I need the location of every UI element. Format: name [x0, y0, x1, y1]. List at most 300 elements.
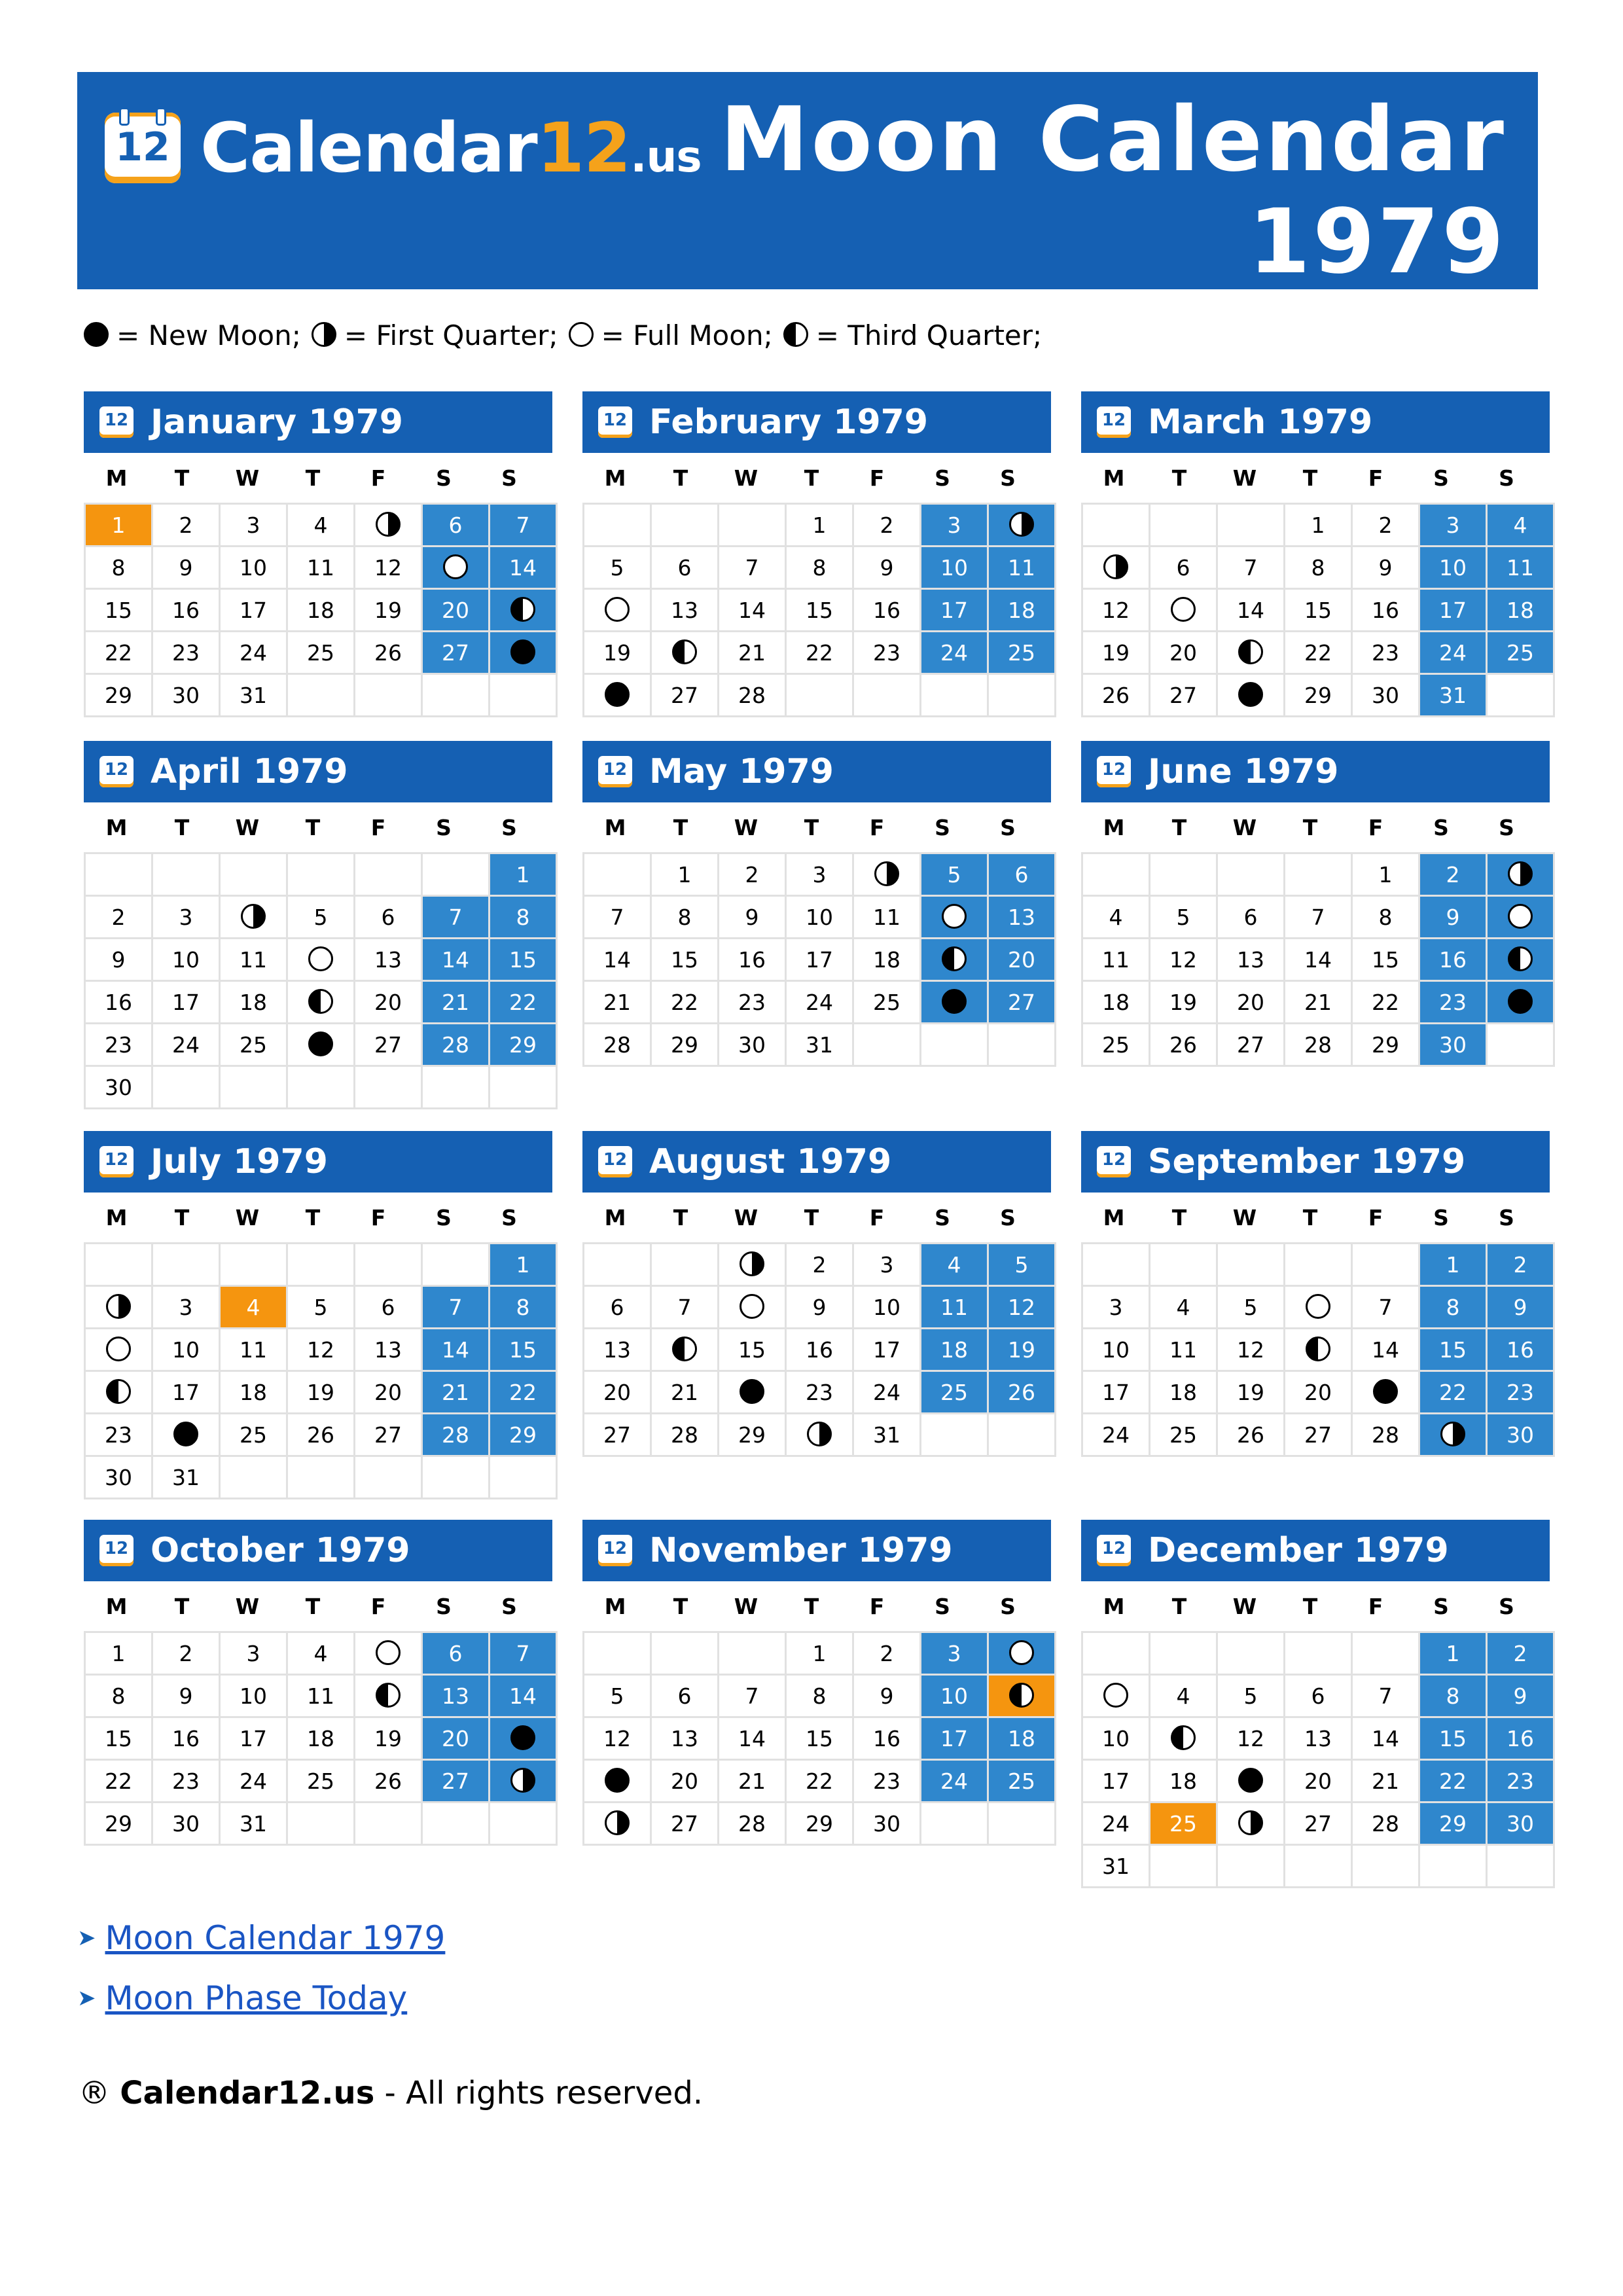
day-cell[interactable]: 7 — [1352, 1286, 1419, 1329]
day-cell[interactable]: 26 — [355, 632, 422, 674]
day-cell[interactable]: 18 — [988, 589, 1056, 632]
day-cell[interactable]: 9 — [1487, 1675, 1554, 1717]
day-cell[interactable]: 15 — [651, 939, 719, 981]
day-cell[interactable] — [355, 1632, 422, 1675]
day-cell[interactable]: 7 — [490, 1632, 557, 1675]
day-cell[interactable]: 22 — [85, 632, 152, 674]
day-cell[interactable] — [1487, 939, 1554, 981]
day-cell[interactable]: 7 — [422, 896, 490, 939]
day-cell[interactable]: 19 — [355, 589, 422, 632]
day-cell[interactable] — [490, 1717, 557, 1760]
day-cell[interactable]: 18 — [287, 1717, 355, 1760]
day-cell[interactable] — [1217, 674, 1285, 717]
day-cell[interactable]: 31 — [786, 1024, 853, 1066]
day-cell[interactable]: 28 — [719, 1803, 786, 1845]
day-cell[interactable]: 20 — [651, 1760, 719, 1803]
day-cell[interactable]: 20 — [988, 939, 1056, 981]
day-cell[interactable]: 19 — [355, 1717, 422, 1760]
day-cell[interactable]: 24 — [1082, 1414, 1150, 1456]
day-cell[interactable] — [1082, 1675, 1150, 1717]
day-cell[interactable]: 10 — [152, 1329, 220, 1371]
day-cell[interactable]: 5 — [584, 547, 651, 589]
day-cell[interactable]: 24 — [921, 1760, 988, 1803]
day-cell[interactable]: 7 — [490, 504, 557, 547]
day-cell[interactable]: 2 — [719, 853, 786, 896]
day-cell[interactable]: 6 — [651, 1675, 719, 1717]
day-cell[interactable] — [1352, 1371, 1419, 1414]
day-cell[interactable]: 29 — [85, 674, 152, 717]
day-cell[interactable]: 18 — [853, 939, 921, 981]
day-cell[interactable] — [422, 547, 490, 589]
day-cell[interactable]: 14 — [490, 1675, 557, 1717]
day-cell[interactable]: 30 — [152, 674, 220, 717]
day-cell[interactable]: 10 — [220, 547, 287, 589]
day-cell[interactable]: 2 — [786, 1244, 853, 1286]
day-cell[interactable]: 31 — [220, 674, 287, 717]
day-cell[interactable]: 22 — [786, 632, 853, 674]
day-cell[interactable]: 8 — [1419, 1675, 1487, 1717]
day-cell[interactable]: 31 — [853, 1414, 921, 1456]
day-cell[interactable] — [921, 981, 988, 1024]
day-cell[interactable]: 10 — [853, 1286, 921, 1329]
day-cell[interactable]: 1 — [490, 1244, 557, 1286]
day-cell[interactable]: 29 — [1419, 1803, 1487, 1845]
day-cell[interactable] — [490, 632, 557, 674]
day-cell[interactable]: 20 — [1217, 981, 1285, 1024]
day-cell[interactable]: 8 — [490, 1286, 557, 1329]
day-cell[interactable]: 9 — [786, 1286, 853, 1329]
day-cell[interactable]: 5 — [1150, 896, 1217, 939]
day-cell[interactable]: 16 — [1352, 589, 1419, 632]
day-cell[interactable] — [988, 1675, 1056, 1717]
day-cell[interactable] — [584, 589, 651, 632]
day-cell[interactable]: 27 — [422, 1760, 490, 1803]
day-cell[interactable]: 5 — [287, 1286, 355, 1329]
day-cell[interactable]: 11 — [287, 547, 355, 589]
day-cell[interactable]: 5 — [988, 1244, 1056, 1286]
day-cell[interactable] — [490, 589, 557, 632]
day-cell[interactable] — [1217, 1760, 1285, 1803]
day-cell[interactable]: 10 — [921, 1675, 988, 1717]
day-cell[interactable]: 25 — [988, 1760, 1056, 1803]
day-cell[interactable]: 9 — [719, 896, 786, 939]
day-cell[interactable]: 19 — [1217, 1371, 1285, 1414]
day-cell[interactable]: 11 — [853, 896, 921, 939]
day-cell[interactable]: 27 — [584, 1414, 651, 1456]
day-cell[interactable]: 28 — [422, 1024, 490, 1066]
day-cell[interactable]: 4 — [921, 1244, 988, 1286]
day-cell[interactable]: 30 — [152, 1803, 220, 1845]
day-cell[interactable]: 20 — [422, 589, 490, 632]
day-cell[interactable]: 2 — [1352, 504, 1419, 547]
day-cell[interactable]: 1 — [651, 853, 719, 896]
day-cell[interactable] — [1082, 547, 1150, 589]
day-cell[interactable] — [85, 1371, 152, 1414]
day-cell[interactable] — [719, 1286, 786, 1329]
day-cell[interactable]: 17 — [853, 1329, 921, 1371]
day-cell[interactable]: 23 — [1487, 1760, 1554, 1803]
day-cell[interactable]: 18 — [220, 1371, 287, 1414]
day-cell[interactable]: 5 — [1217, 1286, 1285, 1329]
day-cell[interactable]: 2 — [152, 504, 220, 547]
day-cell[interactable]: 30 — [1352, 674, 1419, 717]
day-cell[interactable]: 19 — [1082, 632, 1150, 674]
day-cell[interactable]: 7 — [1352, 1675, 1419, 1717]
day-cell[interactable]: 8 — [85, 547, 152, 589]
day-cell[interactable]: 13 — [584, 1329, 651, 1371]
day-cell[interactable]: 26 — [988, 1371, 1056, 1414]
day-cell[interactable]: 26 — [355, 1760, 422, 1803]
day-cell[interactable]: 15 — [786, 1717, 853, 1760]
day-cell[interactable]: 1 — [490, 853, 557, 896]
day-cell[interactable]: 23 — [719, 981, 786, 1024]
day-cell[interactable]: 25 — [1487, 632, 1554, 674]
day-cell[interactable]: 16 — [85, 981, 152, 1024]
day-cell[interactable] — [1487, 853, 1554, 896]
day-cell[interactable]: 31 — [220, 1803, 287, 1845]
day-cell[interactable]: 15 — [490, 939, 557, 981]
day-cell[interactable]: 5 — [921, 853, 988, 896]
day-cell[interactable]: 13 — [1217, 939, 1285, 981]
day-cell[interactable] — [1285, 1286, 1352, 1329]
day-cell[interactable]: 9 — [85, 939, 152, 981]
day-cell[interactable]: 30 — [1487, 1803, 1554, 1845]
day-cell[interactable]: 21 — [719, 632, 786, 674]
day-cell[interactable]: 12 — [1217, 1717, 1285, 1760]
day-cell[interactable]: 3 — [1419, 504, 1487, 547]
day-cell[interactable]: 2 — [85, 896, 152, 939]
day-cell[interactable]: 3 — [921, 504, 988, 547]
day-cell[interactable]: 4 — [287, 1632, 355, 1675]
day-cell[interactable]: 28 — [1352, 1414, 1419, 1456]
day-cell[interactable]: 1 — [1419, 1632, 1487, 1675]
day-cell[interactable]: 23 — [1352, 632, 1419, 674]
day-cell[interactable]: 27 — [1285, 1414, 1352, 1456]
day-cell[interactable]: 9 — [152, 1675, 220, 1717]
day-cell[interactable]: 7 — [651, 1286, 719, 1329]
day-cell[interactable]: 18 — [988, 1717, 1056, 1760]
day-cell[interactable]: 24 — [1419, 632, 1487, 674]
day-cell[interactable]: 10 — [1419, 547, 1487, 589]
day-cell[interactable]: 21 — [651, 1371, 719, 1414]
day-cell[interactable] — [786, 1414, 853, 1456]
day-cell[interactable]: 1 — [1352, 853, 1419, 896]
day-cell[interactable]: 14 — [1352, 1717, 1419, 1760]
day-cell[interactable]: 20 — [355, 1371, 422, 1414]
day-cell[interactable]: 25 — [1150, 1803, 1217, 1845]
day-cell[interactable]: 23 — [85, 1414, 152, 1456]
day-cell[interactable]: 31 — [1082, 1845, 1150, 1888]
day-cell[interactable]: 29 — [1352, 1024, 1419, 1066]
day-cell[interactable]: 20 — [355, 981, 422, 1024]
day-cell[interactable]: 17 — [220, 1717, 287, 1760]
day-cell[interactable]: 30 — [1487, 1414, 1554, 1456]
day-cell[interactable]: 8 — [1419, 1286, 1487, 1329]
day-cell[interactable]: 26 — [1082, 674, 1150, 717]
day-cell[interactable] — [584, 1760, 651, 1803]
day-cell[interactable]: 2 — [853, 1632, 921, 1675]
day-cell[interactable]: 9 — [1419, 896, 1487, 939]
day-cell[interactable] — [85, 1329, 152, 1371]
day-cell[interactable]: 18 — [1082, 981, 1150, 1024]
day-cell[interactable]: 27 — [651, 674, 719, 717]
day-cell[interactable] — [1487, 896, 1554, 939]
day-cell[interactable]: 15 — [719, 1329, 786, 1371]
day-cell[interactable]: 10 — [786, 896, 853, 939]
day-cell[interactable]: 3 — [220, 1632, 287, 1675]
day-cell[interactable]: 28 — [719, 674, 786, 717]
day-cell[interactable]: 23 — [152, 632, 220, 674]
day-cell[interactable]: 5 — [584, 1675, 651, 1717]
day-cell[interactable]: 28 — [651, 1414, 719, 1456]
site-logo[interactable] — [105, 110, 702, 186]
day-cell[interactable]: 8 — [1285, 547, 1352, 589]
day-cell[interactable]: 16 — [1419, 939, 1487, 981]
day-cell[interactable]: 27 — [1217, 1024, 1285, 1066]
day-cell[interactable]: 22 — [1352, 981, 1419, 1024]
day-cell[interactable]: 25 — [220, 1024, 287, 1066]
day-cell[interactable]: 11 — [220, 939, 287, 981]
day-cell[interactable]: 24 — [1082, 1803, 1150, 1845]
day-cell[interactable]: 25 — [220, 1414, 287, 1456]
day-cell[interactable]: 21 — [1352, 1760, 1419, 1803]
day-cell[interactable]: 25 — [287, 632, 355, 674]
day-cell[interactable]: 11 — [921, 1286, 988, 1329]
day-cell[interactable] — [651, 632, 719, 674]
moon-calendar-link[interactable]: Moon Calendar 1979 — [105, 1919, 446, 1957]
day-cell[interactable]: 31 — [152, 1456, 220, 1499]
day-cell[interactable] — [1419, 1414, 1487, 1456]
day-cell[interactable]: 30 — [85, 1456, 152, 1499]
day-cell[interactable]: 24 — [220, 632, 287, 674]
day-cell[interactable] — [921, 939, 988, 981]
day-cell[interactable] — [287, 1024, 355, 1066]
day-cell[interactable]: 16 — [853, 589, 921, 632]
day-cell[interactable]: 11 — [1150, 1329, 1217, 1371]
day-cell[interactable]: 18 — [220, 981, 287, 1024]
day-cell[interactable]: 17 — [921, 589, 988, 632]
day-cell[interactable]: 8 — [786, 1675, 853, 1717]
day-cell[interactable]: 22 — [786, 1760, 853, 1803]
day-cell[interactable]: 27 — [422, 632, 490, 674]
day-cell[interactable]: 26 — [287, 1414, 355, 1456]
day-cell[interactable]: 1 — [1419, 1244, 1487, 1286]
day-cell[interactable] — [719, 1371, 786, 1414]
day-cell[interactable] — [490, 1760, 557, 1803]
day-cell[interactable]: 24 — [786, 981, 853, 1024]
day-cell[interactable]: 16 — [1487, 1717, 1554, 1760]
day-cell[interactable]: 19 — [1150, 981, 1217, 1024]
day-cell[interactable]: 19 — [988, 1329, 1056, 1371]
day-cell[interactable]: 12 — [1217, 1329, 1285, 1371]
day-cell[interactable]: 13 — [422, 1675, 490, 1717]
day-cell[interactable]: 24 — [220, 1760, 287, 1803]
day-cell[interactable]: 18 — [1487, 589, 1554, 632]
day-cell[interactable]: 3 — [152, 1286, 220, 1329]
day-cell[interactable]: 16 — [152, 589, 220, 632]
day-cell[interactable]: 10 — [220, 1675, 287, 1717]
day-cell[interactable]: 3 — [1082, 1286, 1150, 1329]
day-cell[interactable]: 29 — [490, 1414, 557, 1456]
day-cell[interactable]: 21 — [584, 981, 651, 1024]
day-cell[interactable]: 20 — [1285, 1371, 1352, 1414]
day-cell[interactable]: 16 — [152, 1717, 220, 1760]
day-cell[interactable]: 25 — [988, 632, 1056, 674]
day-cell[interactable]: 14 — [1352, 1329, 1419, 1371]
day-cell[interactable]: 22 — [85, 1760, 152, 1803]
day-cell[interactable]: 15 — [85, 589, 152, 632]
day-cell[interactable]: 1 — [85, 504, 152, 547]
day-cell[interactable]: 12 — [988, 1286, 1056, 1329]
day-cell[interactable]: 2 — [1419, 853, 1487, 896]
day-cell[interactable]: 11 — [220, 1329, 287, 1371]
day-cell[interactable]: 6 — [355, 1286, 422, 1329]
day-cell[interactable]: 14 — [490, 547, 557, 589]
day-cell[interactable]: 15 — [1285, 589, 1352, 632]
day-cell[interactable]: 16 — [719, 939, 786, 981]
day-cell[interactable]: 22 — [1419, 1371, 1487, 1414]
day-cell[interactable]: 11 — [1487, 547, 1554, 589]
day-cell[interactable]: 27 — [988, 981, 1056, 1024]
day-cell[interactable] — [584, 674, 651, 717]
day-cell[interactable]: 7 — [719, 1675, 786, 1717]
day-cell[interactable]: 22 — [1419, 1760, 1487, 1803]
day-cell[interactable] — [988, 1632, 1056, 1675]
day-cell[interactable]: 16 — [853, 1717, 921, 1760]
day-cell[interactable] — [1487, 981, 1554, 1024]
day-cell[interactable]: 11 — [988, 547, 1056, 589]
moon-phase-today-link[interactable]: Moon Phase Today — [105, 1979, 408, 2017]
day-cell[interactable]: 27 — [1285, 1803, 1352, 1845]
day-cell[interactable] — [719, 1244, 786, 1286]
day-cell[interactable]: 15 — [85, 1717, 152, 1760]
day-cell[interactable]: 18 — [287, 589, 355, 632]
day-cell[interactable]: 7 — [1285, 896, 1352, 939]
day-cell[interactable]: 14 — [422, 1329, 490, 1371]
day-cell[interactable]: 26 — [1217, 1414, 1285, 1456]
day-cell[interactable]: 2 — [853, 504, 921, 547]
day-cell[interactable]: 9 — [1352, 547, 1419, 589]
day-cell[interactable]: 4 — [220, 1286, 287, 1329]
day-cell[interactable]: 8 — [490, 896, 557, 939]
day-cell[interactable]: 19 — [584, 632, 651, 674]
day-cell[interactable]: 23 — [85, 1024, 152, 1066]
day-cell[interactable] — [988, 504, 1056, 547]
day-cell[interactable] — [1150, 1717, 1217, 1760]
day-cell[interactable]: 14 — [719, 589, 786, 632]
day-cell[interactable] — [1285, 1329, 1352, 1371]
day-cell[interactable]: 15 — [1419, 1717, 1487, 1760]
day-cell[interactable]: 4 — [287, 504, 355, 547]
day-cell[interactable]: 20 — [1285, 1760, 1352, 1803]
day-cell[interactable] — [853, 853, 921, 896]
day-cell[interactable]: 6 — [584, 1286, 651, 1329]
day-cell[interactable]: 29 — [1285, 674, 1352, 717]
day-cell[interactable]: 10 — [921, 547, 988, 589]
day-cell[interactable]: 13 — [651, 1717, 719, 1760]
day-cell[interactable]: 18 — [921, 1329, 988, 1371]
day-cell[interactable]: 9 — [853, 1675, 921, 1717]
day-cell[interactable]: 25 — [287, 1760, 355, 1803]
day-cell[interactable]: 18 — [1150, 1371, 1217, 1414]
day-cell[interactable]: 17 — [786, 939, 853, 981]
day-cell[interactable]: 3 — [152, 896, 220, 939]
day-cell[interactable]: 22 — [490, 981, 557, 1024]
day-cell[interactable]: 21 — [422, 1371, 490, 1414]
day-cell[interactable]: 3 — [786, 853, 853, 896]
day-cell[interactable]: 17 — [1419, 589, 1487, 632]
day-cell[interactable]: 17 — [152, 1371, 220, 1414]
day-cell[interactable]: 14 — [584, 939, 651, 981]
day-cell[interactable]: 15 — [1352, 939, 1419, 981]
day-cell[interactable]: 12 — [584, 1717, 651, 1760]
day-cell[interactable]: 30 — [853, 1803, 921, 1845]
day-cell[interactable]: 28 — [584, 1024, 651, 1066]
day-cell[interactable]: 27 — [651, 1803, 719, 1845]
day-cell[interactable]: 6 — [1217, 896, 1285, 939]
day-cell[interactable]: 25 — [921, 1371, 988, 1414]
day-cell[interactable]: 7 — [422, 1286, 490, 1329]
day-cell[interactable]: 26 — [1150, 1024, 1217, 1066]
day-cell[interactable]: 29 — [85, 1803, 152, 1845]
day-cell[interactable]: 1 — [786, 1632, 853, 1675]
day-cell[interactable]: 15 — [490, 1329, 557, 1371]
day-cell[interactable] — [1217, 632, 1285, 674]
day-cell[interactable]: 13 — [988, 896, 1056, 939]
day-cell[interactable]: 18 — [1150, 1760, 1217, 1803]
day-cell[interactable] — [220, 896, 287, 939]
day-cell[interactable]: 27 — [355, 1414, 422, 1456]
day-cell[interactable]: 12 — [1082, 589, 1150, 632]
day-cell[interactable]: 22 — [651, 981, 719, 1024]
day-cell[interactable]: 2 — [1487, 1244, 1554, 1286]
day-cell[interactable]: 11 — [1082, 939, 1150, 981]
day-cell[interactable]: 17 — [220, 589, 287, 632]
day-cell[interactable]: 12 — [355, 547, 422, 589]
day-cell[interactable]: 10 — [1082, 1717, 1150, 1760]
day-cell[interactable]: 2 — [1487, 1632, 1554, 1675]
day-cell[interactable]: 6 — [1150, 547, 1217, 589]
day-cell[interactable]: 28 — [1285, 1024, 1352, 1066]
day-cell[interactable]: 6 — [422, 504, 490, 547]
day-cell[interactable]: 12 — [287, 1329, 355, 1371]
day-cell[interactable]: 29 — [786, 1803, 853, 1845]
day-cell[interactable] — [355, 1675, 422, 1717]
day-cell[interactable] — [287, 981, 355, 1024]
day-cell[interactable]: 19 — [287, 1371, 355, 1414]
day-cell[interactable]: 17 — [921, 1717, 988, 1760]
day-cell[interactable]: 24 — [152, 1024, 220, 1066]
day-cell[interactable]: 7 — [719, 547, 786, 589]
day-cell[interactable]: 21 — [1285, 981, 1352, 1024]
day-cell[interactable] — [584, 1803, 651, 1845]
day-cell[interactable]: 8 — [1352, 896, 1419, 939]
day-cell[interactable]: 23 — [853, 1760, 921, 1803]
day-cell[interactable]: 31 — [1419, 674, 1487, 717]
day-cell[interactable]: 22 — [1285, 632, 1352, 674]
day-cell[interactable]: 6 — [355, 896, 422, 939]
day-cell[interactable]: 4 — [1150, 1286, 1217, 1329]
day-cell[interactable]: 30 — [1419, 1024, 1487, 1066]
day-cell[interactable]: 4 — [1487, 504, 1554, 547]
day-cell[interactable]: 1 — [786, 504, 853, 547]
day-cell[interactable]: 7 — [584, 896, 651, 939]
day-cell[interactable] — [355, 504, 422, 547]
day-cell[interactable] — [152, 1414, 220, 1456]
day-cell[interactable]: 27 — [1150, 674, 1217, 717]
day-cell[interactable]: 14 — [719, 1717, 786, 1760]
day-cell[interactable]: 1 — [85, 1632, 152, 1675]
